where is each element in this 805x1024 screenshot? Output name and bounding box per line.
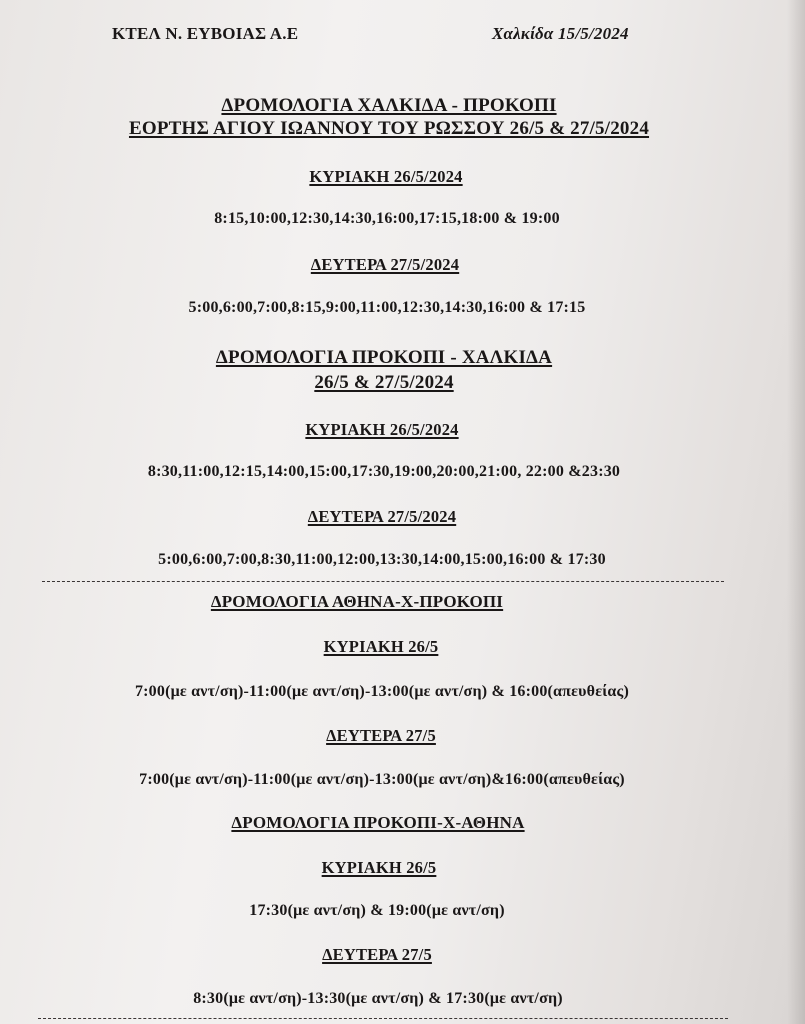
schedule-times: 5:00,6:00,7:00,8:15,9:00,11:00,12:30,14:30,16:00 & 17:15 [188, 299, 586, 316]
day-label-monday: ΔΕΥΤΕΡΑ 27/5 [326, 726, 436, 745]
day-label-sunday: ΚΥΡΙΑΚΗ 26/5 [321, 858, 437, 877]
schedule-times: 7:00(με αντ/ση)-11:00(με αντ/ση)-13:00(με αντ/ση) & 16:00(απευθείας) [134, 683, 630, 700]
section-title-prokopi-chalkida: ΔΡΟΜΟΛΟΓΙΑ ΠΡΟΚΟΠΙ - ΧΑΛΚΙΔΑ [215, 347, 553, 368]
schedule-times: 7:00(με αντ/ση)-11:00(με αντ/ση)-13:00(με αντ/ση)&16:00(απευθείας) [139, 771, 625, 788]
section-title-athina-prokopi: ΔΡΟΜΟΛΟΓΙΑ ΑΘΗΝΑ-Χ-ΠΡΟΚΟΠΙ [210, 592, 504, 611]
schedule-times: 8:30(με αντ/ση)-13:30(με αντ/ση) & 17:30(με αντ/ση) [193, 990, 563, 1007]
day-label-monday: ΔΕΥΤΕΡΑ 27/5/2024 [307, 507, 457, 526]
day-label-sunday: ΚΥΡΙΑΚΗ 26/5/2024 [305, 420, 459, 439]
section-title-chalkida-prokopi: ΔΡΟΜΟΛΟΓΙΑ ΧΑΛΚΙΔΑ - ΠΡΟΚΟΠΙ [221, 95, 557, 116]
schedule-times: 17:30(με αντ/ση) & 19:00(με αντ/ση) [249, 902, 505, 919]
dashed-divider [38, 1018, 728, 1019]
schedule-times: 5:00,6:00,7:00,8:30,11:00,12:00,13:30,14:00,15:00,16:00 & 17:30 [158, 551, 606, 568]
schedule-times: 8:15,10:00,12:30,14:30,16:00,17:15,18:00 & 19:00 [214, 210, 560, 227]
day-label-monday: ΔΕΥΤΕΡΑ 27/5 [322, 945, 432, 964]
section-title-prokopi-athina: ΔΡΟΜΟΛΟΓΙΑ ΠΡΟΚΟΠΙ-Χ-ΑΘΗΝΑ [231, 813, 525, 832]
section-subtitle-feast: ΕΟΡΤΗΣ ΑΓΙΟΥ ΙΩΑΝΝΟΥ ΤΟΥ ΡΩΣΣΟΥ 26/5 & 27/5/2024 [128, 118, 650, 139]
place-date: Χαλκίδα 15/5/2024 [492, 24, 629, 43]
company-name: ΚΤΕΛ Ν. ΕΥΒΟΙΑΣ Α.Ε [112, 24, 299, 43]
day-label-monday: ΔΕΥΤΕΡΑ 27/5/2024 [310, 255, 460, 274]
dashed-divider [42, 581, 724, 582]
day-label-sunday: ΚΥΡΙΑΚΗ 26/5/2024 [309, 167, 463, 186]
day-label-sunday: ΚΥΡΙΑΚΗ 26/5 [323, 637, 439, 656]
section-subtitle-dates: 26/5 & 27/5/2024 [314, 372, 454, 393]
schedule-times: 8:30,11:00,12:15,14:00,15:00,17:30,19:00,20:00,21:00, 22:00 &23:30 [147, 463, 621, 480]
